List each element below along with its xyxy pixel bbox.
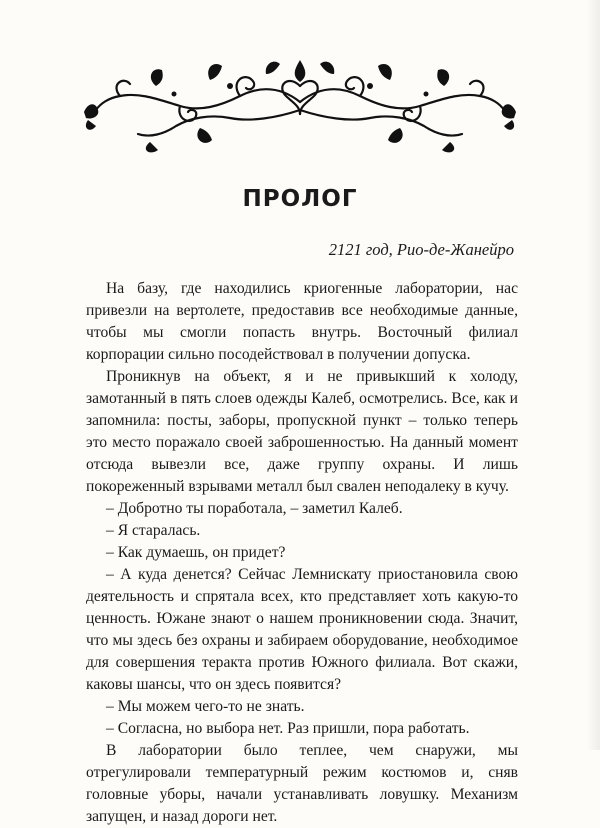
dialogue-line: – Мы можем чего-то не знать. [106, 698, 305, 715]
paragraph: На базу, где находились криогенные лаборатории, нас привезли на вертолете, предоставив все необходимые данные, чтобы мы смогли попасть внутрь. Восточный филиал корпорации сильно посодействовал в получении допуска. [86, 280, 518, 363]
dialogue-line: – А куда денется? Сейчас Лемнискату приостановила свою деятельность и спрятала всех, кто представляет хоть какую-то ценность. Южане знают о нашем проникновении сюда. Значит, что мы здесь без охраны и забираем оборудование, необходимое для совершения теракта против Южного филиала. Вот скажи, каковы шансы, что он здесь появится? [86, 566, 518, 693]
paragraph: Проникнув на объект, я и не привыкший к холоду, замотанный в пять слоев одежды Калеб, осмотрелись. Все, как и запомнила: посты, заборы, пропускной пункт – только теперь это место поражало своей заброшенностью. На данный момент отсюда вывезли все, даже группу охраны. И лишь покореженный взрывами металл был свален неподалеку в кучу. [86, 368, 518, 495]
floral-divider-icon [80, 56, 520, 156]
dialogue-line: – Я старалась. [106, 522, 201, 539]
page-edge-shadow [586, 0, 600, 750]
chapter-body [86, 278, 518, 828]
chapter-epigraph: 2121 год, Рио-де-Жанейро [328, 240, 514, 259]
dialogue-line: – Как думаешь, он придет? [106, 544, 286, 561]
dialogue-line: – Согласна, но выбора нет. Раз пришли, пора работать. [106, 720, 470, 737]
paragraph: В лаборатории было теплее, чем снаружи, мы отрегулировали температурный режим костюмов и, сняв головные уборы, начали устанавливать ловушку. Механизм запущен, и назад дороги нет. [86, 742, 518, 825]
dialogue-line: – Добротно ты поработала, – заметил Калеб. [106, 500, 403, 517]
chapter-title: ПРОЛОГ [242, 186, 358, 212]
